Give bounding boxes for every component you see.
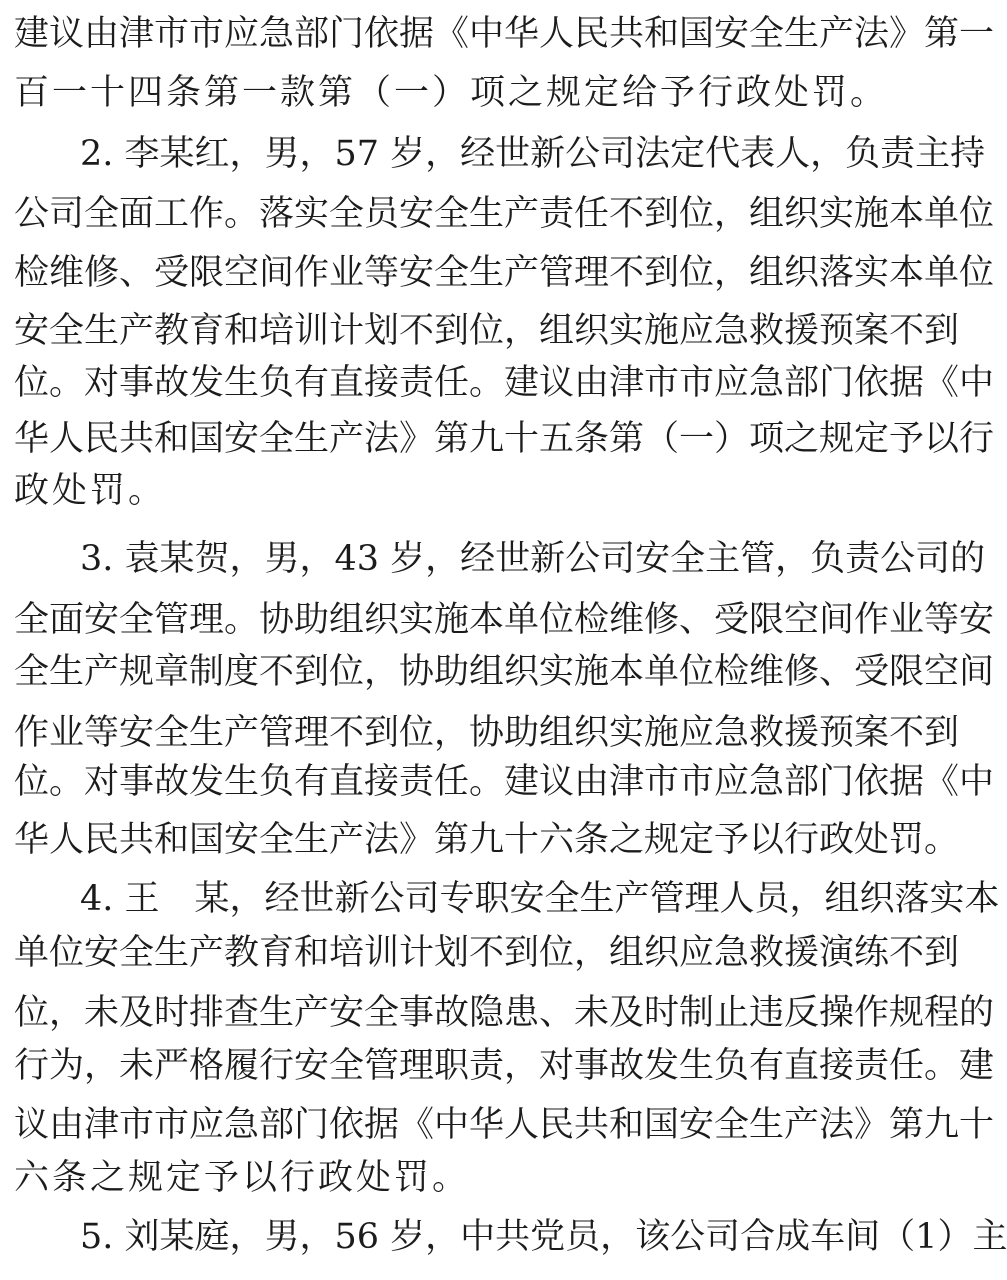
text-line: 百一十四条第一款第（一）项之规定给予行政处罚。 [14,73,889,113]
text-line: 全面安全管理。协助组织实施本单位检维修、受限空间作业等安 [14,600,995,640]
text-line: 安全生产教育和培训计划不到位，组织实施应急救援预案不到 [14,311,960,351]
text-line: 作业等安全生产管理不到位，协助组织实施应急救援预案不到 [14,713,960,753]
text-line: 六条之规定予以行政处罚。 [14,1158,471,1198]
text-line: 行为，未严格履行安全管理职责，对事故发生负有直接责任。建 [14,1046,995,1086]
text-line: 位。对事故发生负有直接责任。建议由津市市应急部门依据《中 [14,762,995,802]
text-line: 公司全面工作。落实全员安全生产责任不到位，组织实施本单位 [14,194,995,234]
paragraph-start-line: 3. 袁某贺，男，43 岁，经世新公司安全主管，负责公司的 [80,539,986,579]
text-line: 政处罚。 [14,471,167,511]
text-line: 建议由津市市应急部门依据《中华人民共和国安全生产法》第一 [14,14,995,54]
text-line: 华人民共和国安全生产法》第九十五条第（一）项之规定予以行 [14,419,995,459]
text-line: 议由津市市应急部门依据《中华人民共和国安全生产法》第九十 [14,1105,995,1145]
text-line: 位。对事故发生负有直接责任。建议由津市市应急部门依据《中 [14,363,995,403]
text-line: 检维修、受限空间作业等安全生产管理不到位，组织落实本单位 [14,253,995,293]
text-line: 位，未及时排查生产安全事故隐患、未及时制止违反操作规程的 [14,993,995,1033]
paragraph-start-line: 5. 刘某庭，男，56 岁，中共党员，该公司合成车间（1）主 [80,1217,1007,1257]
text-line: 全生产规章制度不到位，协助组织实施本单位检维修、受限空间 [14,652,995,692]
paragraph-start-line: 2. 李某红，男，57 岁，经世新公司法定代表人，负责主持 [80,134,986,174]
text-line: 华人民共和国安全生产法》第九十六条之规定予以行政处罚。 [14,820,960,860]
text-line: 单位安全生产教育和培训计划不到位，组织应急救援演练不到 [14,933,960,973]
paragraph-start-line: 4. 王 某，经世新公司专职安全生产管理人员，组织落实本 [80,879,1000,919]
